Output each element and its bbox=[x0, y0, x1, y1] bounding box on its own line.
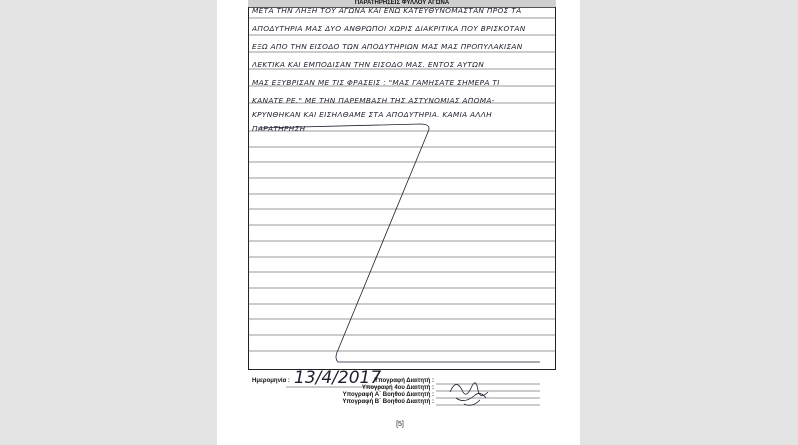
date-label: Ημερομηνία : bbox=[252, 378, 290, 384]
date-value: 13/4/2017 bbox=[294, 368, 382, 388]
note-line-8: ΠΑΡΑΤΗΡΗΣΗ bbox=[252, 124, 306, 133]
signature-lines bbox=[436, 384, 540, 405]
page-number: [5] bbox=[396, 421, 404, 428]
note-line-7: ΚΡΥΝΘΗΚΑΝ ΚΑΙ ΕΙΣΗΛΘΑΜΕ ΣΤΑ ΑΠΟΔΥΤΗΡΙΑ. ΚΑΜΙΑ ΑΛΛΗ bbox=[252, 110, 492, 119]
assistant-a-signature-label: Υπογραφή Α΄ Βοηθού Διαιτητή : bbox=[342, 392, 434, 398]
assistant-b-signature-label: Υπογραφή Β΄ Βοηθού Διαιτητή : bbox=[342, 399, 434, 405]
signature-mark bbox=[450, 383, 488, 406]
note-line-3: ΕΞΩ ΑΠΟ ΤΗΝ ΕΙΣΟΔΟ ΤΩΝ ΑΠΟΔΥΤΗΡΙΩΝ ΜΑΣ ΜΑΣ ΠΡΟΠΥΛΑΚΙΣΑΝ bbox=[252, 42, 523, 51]
note-line-5: ΜΑΣ ΕΞΥΒΡΙΣΑΝ ΜΕ ΤΙΣ ΦΡΑΣΕΙΣ : "ΜΑΣ ΓΑΜΗΣΑΤΕ ΣΗΜΕΡΑ ΤΙ bbox=[252, 78, 500, 87]
note-line-6: ΚΑΝΑΤΕ ΡΕ." ΜΕ ΤΗΝ ΠΑΡΕΜΒΑΣΗ ΤΗΣ ΑΣΤΥΝΟΜΙΑΣ ΑΠΟΜΑ- bbox=[252, 96, 495, 105]
fourth-official-signature-label: Υπογραφή 4ου Διαιτητή : bbox=[361, 385, 434, 391]
note-line-2: ΑΠΟΔΥΤΗΡΙΑ ΜΑΣ ΔΥΟ ΑΝΘΡΩΠΟΙ ΧΩΡΙΣ ΔΙΑΚΡΙΤΙΚΑ ΠΟΥ ΒΡΙΣΚΟΤΑΝ bbox=[252, 24, 526, 33]
note-line-1: ΜΕΤΑ ΤΗΝ ΛΗΞΗ ΤΟΥ ΑΓΩΝΑ ΚΑΙ ΕΝΩ ΚΑΤΕΥΘΥΝΟΜΑΣΤΑΝ ΠΡΟΣ ΤΑ bbox=[252, 6, 522, 15]
page-title: ΠΑΡΑΤΗΡΗΣΕΙΣ ΦΥΛΛΟΥ ΑΓΩΝΑ bbox=[248, 0, 556, 8]
strike-through-mark bbox=[258, 124, 540, 362]
referee-signature-label: Υπογραφή Διαιτητή : bbox=[374, 378, 434, 384]
note-line-4: ΛΕΚΤΙΚΑ ΚΑΙ ΕΜΠΟΔΙΣΑΝ ΤΗΝ ΕΙΣΟΔΟ ΜΑΣ. ΕΝΤΟΣ ΑΥΤΩΝ bbox=[252, 60, 485, 69]
